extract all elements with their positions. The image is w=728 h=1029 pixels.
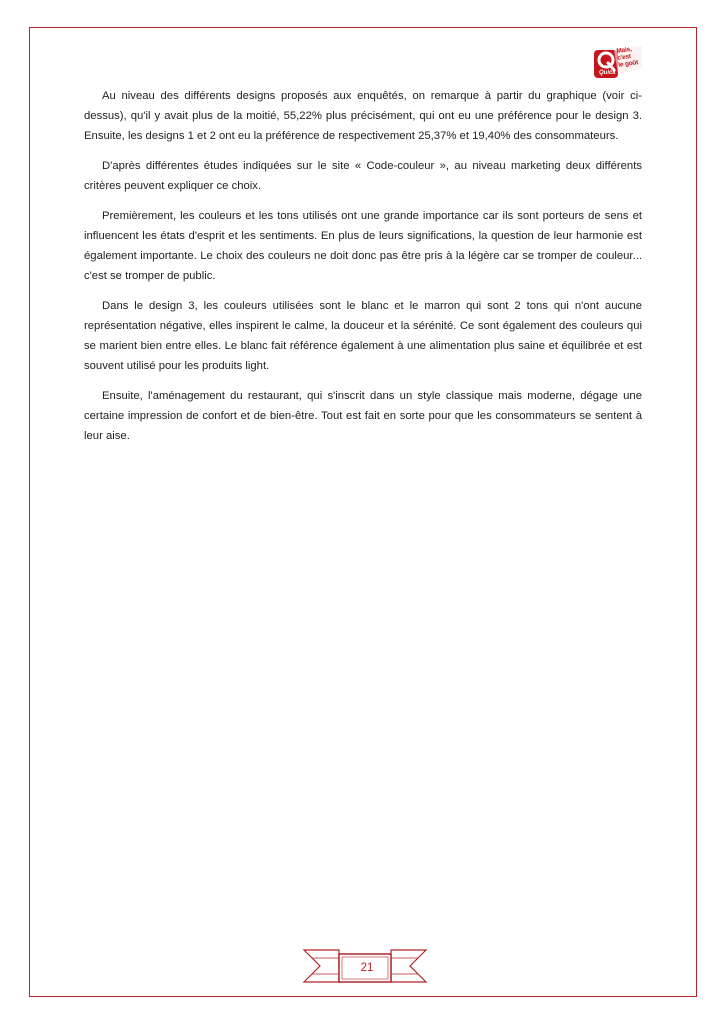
logo-slogan: [616, 44, 647, 69]
paragraph-design-preferences: Au niveau des différents designs proposés aux enquêtés, on remarque à partir du graphique (voir ci-dessus), qu'il y avait plus de la moitié, 55,22% plus précisément, qui ont eu une préférence pour le design 3. Ensuite, les designs 1 et 2 ont eu la préférence de respectivement 25,37% et 19,40% des consommateurs.: [84, 90, 642, 142]
paragraph-colors-importance: Premièrement, les couleurs et les tons utilisés ont une grande importance car ils sont porteurs de sens et influencent les états d'esprit et les sentiments. En plus de leurs significations, la question de leur harmonie est également importante. Le choix des couleurs ne doit donc pas être pris à la légère car se tromper de couleur... c'est se tromper de public.: [84, 210, 642, 282]
paragraph-code-couleur: D'après différentes études indiquées sur le site « Code-couleur », au niveau marketing deux différents critères peuvent expliquer ce choix.: [84, 160, 642, 192]
logo-slogan-line: le goût: [617, 59, 639, 69]
page-number: 21: [360, 962, 374, 974]
logo-slogan-line: c'est: [616, 53, 632, 62]
document-body: [84, 86, 642, 456]
paragraph-design-3-colors: Dans le design 3, les couleurs utilisées sont le blanc et le marron qui sont 2 tons qui n'ont aucune représentation négative, elles inspirent le calme, la douceur et la sérénité. Ce sont également des couleurs qui se marient bien entre elles. Le blanc fait référence également à une alimentation plus saine et équilibrée et est souvent utilisé pour les produits light.: [84, 300, 642, 372]
paragraph-restaurant-layout: Ensuite, l'aménagement du restaurant, qui s'inscrit dans un style classique mais moderne, dégage une certaine impression de confort et de bien-être. Tout est fait en sorte pour que les consommateurs se sentent à leur aise.: [84, 390, 642, 442]
logo-word: Quick: [599, 70, 616, 76]
logo-slogan-line: Mais,: [616, 45, 633, 55]
quick-logo: [592, 46, 644, 82]
